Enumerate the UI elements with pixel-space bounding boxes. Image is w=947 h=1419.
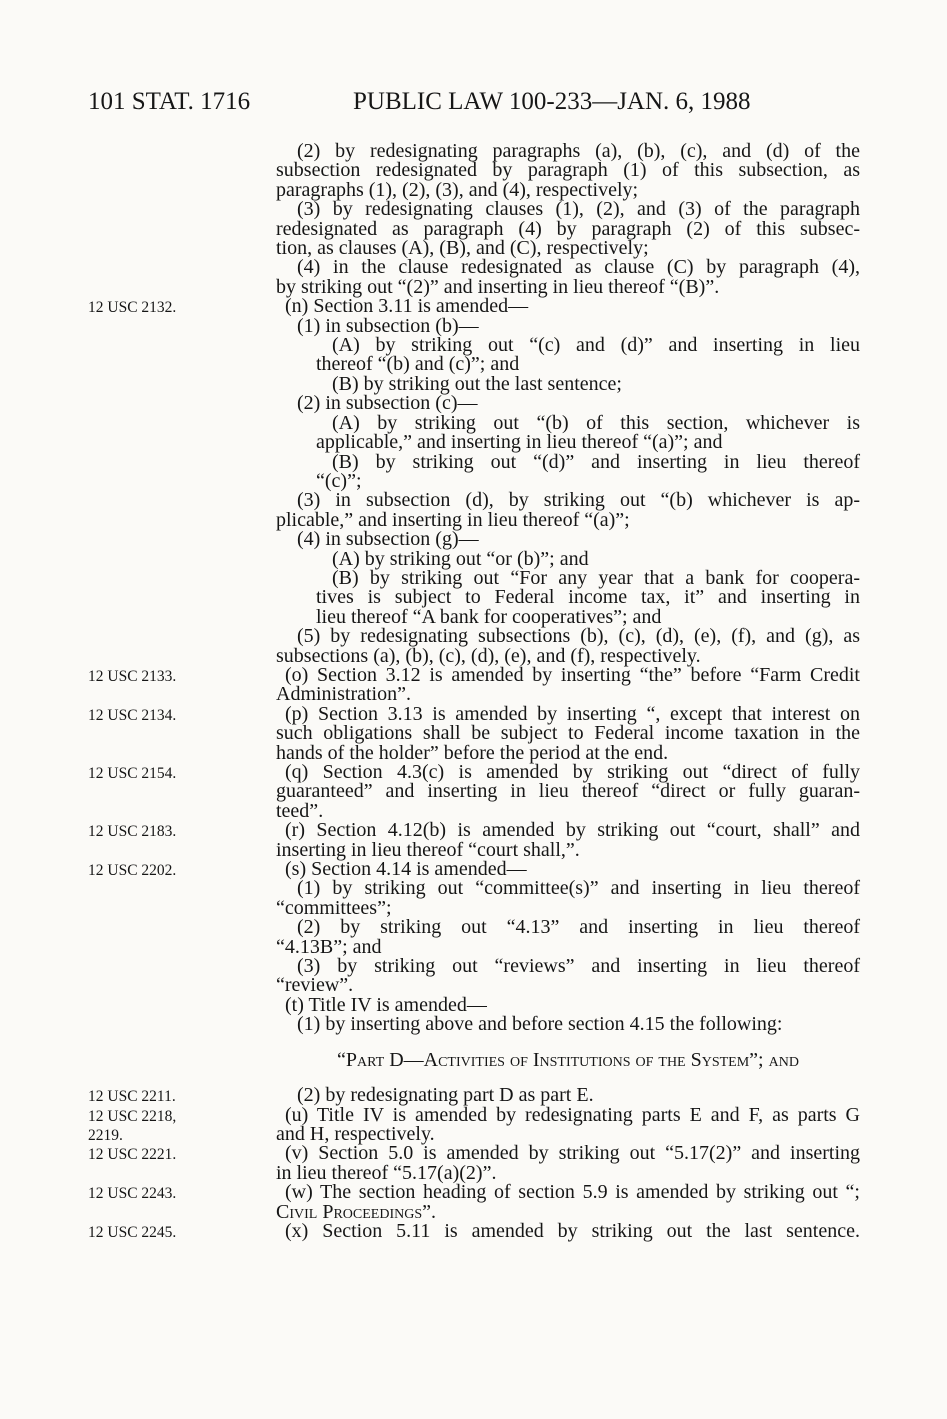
line-text: (3) in subsection (d), by striking out “(b) whichever is ap-: [297, 489, 860, 512]
line-text: (1) by inserting above and before section 4.15 the following:: [297, 1013, 783, 1036]
line-text: by striking out “(2)” and inserting in lieu thereof “(B)”.: [276, 275, 720, 298]
usc-margin-citation: 12 USC 2133.: [88, 667, 177, 685]
usc-margin-citation: 12 USC 2154.: [88, 765, 177, 782]
line-text: (n) Section 3.11 is amended—: [285, 295, 529, 318]
usc-margin-citation: 12 USC 2211.: [88, 1088, 176, 1106]
line-text: (B) by striking out the last sentence;: [332, 372, 622, 395]
text-line: [276, 782, 860, 801]
usc-margin-citation: 2219.: [88, 1126, 123, 1144]
line-text: (q) Section 4.3(c) is amended by striking out “direct of fully: [285, 761, 860, 783]
usc-margin-citation: 12 USC 2202.: [88, 862, 177, 880]
line-text: (3) by redesignating clauses (1), (2), and (3) of the paragraph: [297, 198, 860, 221]
line-text: hands of the holder” before the period at the end.: [276, 741, 669, 764]
line-text: tives is subject to Federal income tax, it” and inserting in: [316, 586, 860, 609]
line-text: lieu thereof “A bank for cooperatives”; and: [316, 605, 662, 628]
line-text: and H, respectively.: [276, 1122, 435, 1145]
line-text: (B) by striking out “(d)” and inserting in lieu thereof: [332, 450, 860, 473]
line-text: such obligations shall be subject to Federal income taxation in the: [276, 722, 860, 745]
line-text: (A) by striking out “(c) and (d)” and inserting in lieu: [332, 334, 860, 357]
line-text: Administration”.: [276, 683, 411, 706]
running-header: [88, 88, 868, 128]
text-line: [276, 1015, 860, 1034]
line-text: (4) in subsection (g)—: [297, 528, 479, 551]
line-text: paragraphs (1), (2), (3), and (4), respectively;: [276, 178, 639, 201]
statute-body: [88, 140, 860, 1242]
usc-margin-citation: 12 USC 2132.: [88, 299, 177, 317]
running-title: PUBLIC LAW 100-233—JAN. 6, 1988: [353, 88, 751, 115]
line-text: (B) by striking out “For any year that a bank for coopera-: [332, 566, 860, 589]
line-text: (4) in the clause redesignated as clause (C) by paragraph (4),: [297, 256, 860, 279]
usc-margin-citation: 12 USC 2221.: [88, 1146, 177, 1164]
usc-margin-citation: 12 USC 2243.: [88, 1185, 177, 1203]
line-text: (v) Section 5.0 is amended by striking out “5.17(2)” and inserting: [285, 1142, 860, 1165]
line-text: subsections (a), (b), (c), (d), (e), and (f), respectively.: [276, 644, 701, 667]
line-text: “Part D—Activities of Institutions of the System”; and: [337, 1048, 799, 1071]
line-text: (1) by striking out “committee(s)” and inserting in lieu thereof: [297, 877, 860, 900]
line-text: (w) The section heading of section 5.9 is amended by striking out “;: [285, 1181, 860, 1204]
line-text: (x) Section 5.11 is amended by striking out the last sentence.: [285, 1219, 860, 1242]
line-text: (o) Section 3.12 is amended by inserting “the” before “Farm Credit: [285, 663, 860, 686]
line-text: “committees”;: [276, 896, 392, 919]
line-text: (5) by redesignating subsections (b), (c), (d), (e), (f), and (g), as: [297, 625, 860, 648]
line-text: plicable,” and inserting in lieu thereof “(a)”;: [276, 508, 630, 531]
line-text: applicable,” and inserting in lieu thereof “(a)”; and: [316, 431, 723, 454]
line-text: guaranteed” and inserting in lieu thereof “direct or fully guaran-: [276, 780, 860, 803]
line-text: in lieu thereof “5.17(a)(2)”.: [276, 1161, 497, 1184]
line-text: (1) in subsection (b)—: [297, 314, 479, 337]
line-text: (A) by striking out “(b) of this section, whichever is: [332, 411, 860, 434]
text-line: [276, 450, 860, 473]
line-text: (s) Section 4.14 is amended—: [285, 858, 527, 881]
line-text: redesignated as paragraph (4) by paragraph (2) of this subsec-: [276, 217, 860, 240]
usc-margin-citation: 12 USC 2218,: [88, 1107, 177, 1125]
line-text: (t) Title IV is amended—: [285, 993, 487, 1016]
line-text: “4.13B”; and: [276, 935, 382, 958]
statute-page-number: 101 STAT. 1716: [88, 88, 251, 115]
line-text: (u) Title IV is amended by redesignating parts E and F, as parts G: [285, 1103, 860, 1126]
usc-margin-citation: 12 USC 2183.: [88, 823, 177, 841]
line-text: teed”.: [276, 799, 324, 822]
line-text: “(c)”;: [316, 469, 362, 492]
line-text: (2) in subsection (c)—: [297, 392, 478, 415]
line-text: (2) by redesignating paragraphs (a), (b), (c), and (d) of the: [297, 140, 860, 162]
usc-margin-citation: 12 USC 2245.: [88, 1223, 177, 1241]
line-text: (3) by striking out “reviews” and inserting in lieu thereof: [297, 955, 860, 978]
line-text: (A) by striking out “or (b)”; and: [332, 547, 589, 570]
line-text: (2) by striking out “4.13” and inserting in lieu thereof: [297, 916, 860, 939]
line-text: Civil Proceedings”.: [276, 1200, 436, 1223]
line-text: (r) Section 4.12(b) is amended by striking out “court, shall” and: [285, 819, 860, 842]
text-line: [276, 957, 860, 976]
text-line: [276, 1048, 860, 1071]
line-text: thereof “(b) and (c)”; and: [316, 353, 520, 376]
text-line: [88, 1219, 860, 1242]
line-text: inserting in lieu thereof “court shall,”.: [276, 838, 580, 861]
usc-margin-citation: 12 USC 2134.: [88, 706, 177, 724]
line-text: “review”.: [276, 974, 354, 997]
line-text: (p) Section 3.13 is amended by inserting “, except that interest on: [285, 702, 860, 725]
line-text: subsection redesignated by paragraph (1) of this subsection, as: [276, 159, 860, 182]
line-text: (2) by redesignating part D as part E.: [297, 1084, 594, 1107]
line-text: tion, as clauses (A), (B), and (C), respectively;: [276, 237, 649, 260]
